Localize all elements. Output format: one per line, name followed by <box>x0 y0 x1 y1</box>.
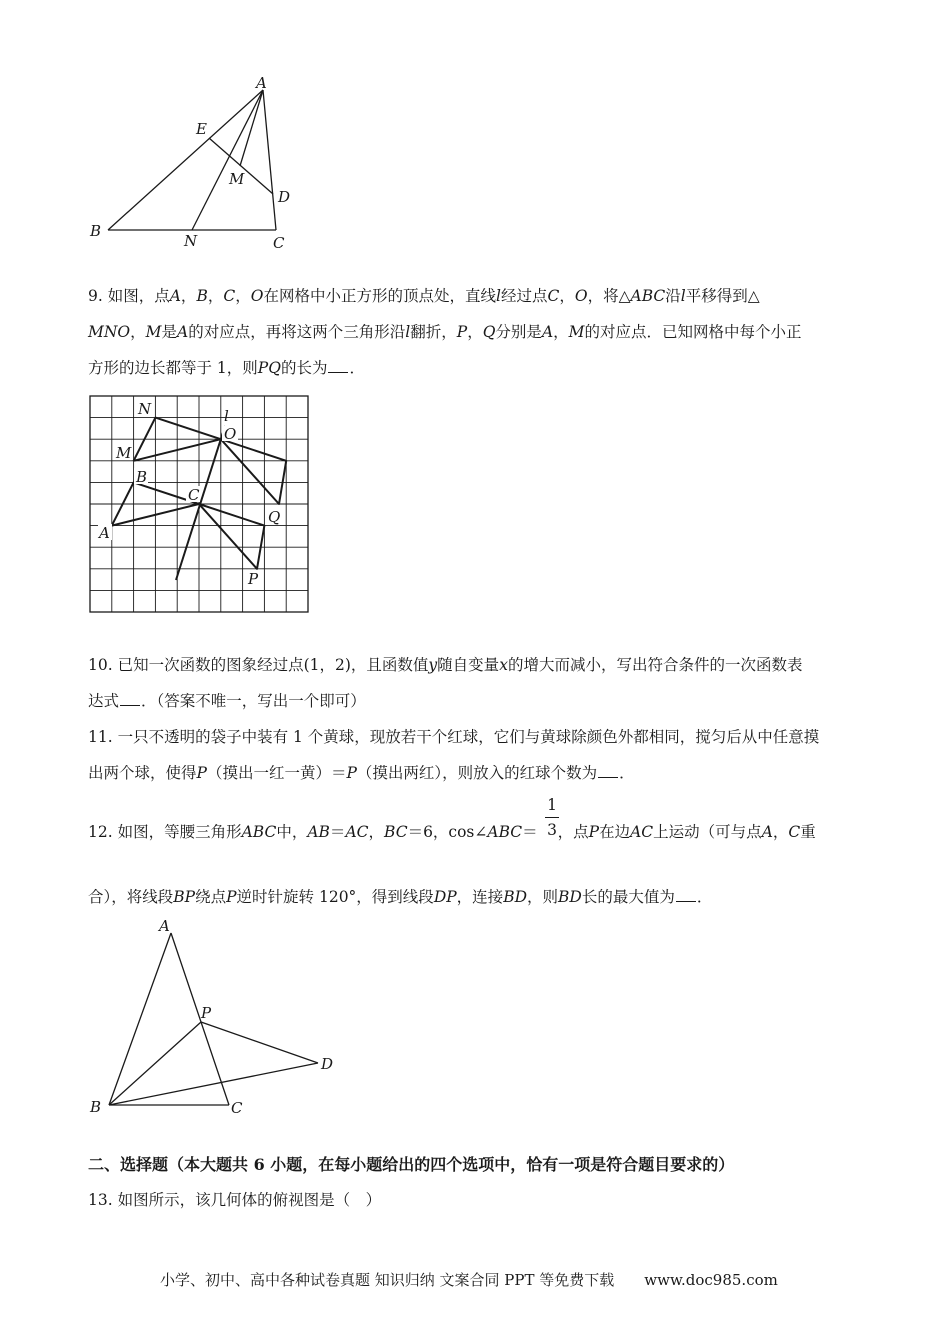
figure-triangle-abc-emd <box>80 70 310 255</box>
q9-line-1: 9. 如图，点A，B，C，O在网格中小正方形的顶点处，直线l经过点C，O，将△ABC沿l平移得到△ <box>88 287 760 305</box>
fraction-one-third <box>545 795 559 840</box>
q12-line-2: 合），将线段BP绕点P逆时针旋转 120°，得到线段DP，连接BD，则BD长的最大值为 ． <box>88 888 713 906</box>
triangle-pqo <box>221 439 286 504</box>
triangle-pqc <box>199 504 264 569</box>
q9-line-2: MNO，M是A的对应点，再将这两个三角形沿l翻折，P，Q分别是A，M的对应点．已知网格中每个小正 <box>88 323 802 341</box>
fig1-side-ac <box>263 90 276 230</box>
fig1-label-n: N <box>184 232 198 250</box>
fig1-label-b: B <box>90 222 102 240</box>
fig1-label-m: M <box>229 170 245 188</box>
figure-isosceles-triangle <box>85 915 345 1120</box>
q10-line-1: 10. 已知一次函数的图象经过点(1，2)，且函数值y随自变量x的增大而减小，写出符合条件的一次函数表 <box>88 656 803 674</box>
fig2-label-c: C <box>188 486 200 504</box>
page-footer: 小学、初中、高中各种试卷真题 知识归纳 文案合同 PPT 等免费下载 www.doc985.com <box>160 1271 778 1289</box>
q12-line-1: 12. 如图，等腰三角形ABC中，AB＝AC，BC＝6，cos∠ABC＝ ，点P在边AC上运动（可与点A，C重 <box>88 823 816 841</box>
fig3-segment-pd <box>201 1022 318 1063</box>
fig3-label-c: C <box>231 1099 243 1117</box>
fig3-label-d: D <box>321 1055 334 1073</box>
fig1-label-e: E <box>196 120 207 138</box>
fig1-label-d: D <box>278 188 291 206</box>
fig1-side-ab <box>108 90 263 230</box>
q13-line: 13. 如图所示，该几何体的俯视图是（ ） <box>88 1191 382 1209</box>
fig2-label-n: N <box>138 400 152 418</box>
fig2-label-a: A <box>99 524 110 542</box>
fig2-label-l: l <box>224 407 229 425</box>
fig1-label-c: C <box>273 234 285 252</box>
q10-line-2: 达式 ．（答案不唯一，写出一个即可） <box>88 692 366 710</box>
answer-blank <box>676 887 696 902</box>
figure-grid <box>90 396 310 614</box>
fraction-denominator: 3 <box>547 821 557 839</box>
fig1-label-a: A <box>256 74 267 92</box>
fig3-label-a: A <box>159 917 170 935</box>
fig3-label-p: P <box>201 1004 212 1022</box>
fig2-label-b: B <box>136 468 148 486</box>
fig2-label-p: P <box>248 570 259 588</box>
answer-blank <box>328 358 348 373</box>
answer-blank <box>598 763 618 778</box>
fig3-segment-bp <box>109 1022 201 1105</box>
fig3-side-ab <box>109 933 171 1105</box>
fig3-side-ac <box>171 933 229 1105</box>
fig3-label-b: B <box>90 1098 102 1116</box>
section-heading: 二、选择题（本大题共 6 小题，在每小题给出的四个选项中，恰有一项是符合题目要求的） <box>88 1155 735 1174</box>
q11-line-1: 11. 一只不透明的袋子中装有 1 个黄球，现放若干个红球，它们与黄球除颜色外都相同，搅匀后从中任意摸 <box>88 728 820 746</box>
fig3-segment-bd <box>109 1063 318 1105</box>
q11-line-2: 出两个球，使得P（摸出一红一黄）＝P（摸出两红），则放入的红球个数为 ． <box>88 764 635 782</box>
q9-line-3: 方形的边长都等于 1，则PQ的长为 ． <box>88 359 365 377</box>
fig2-label-q: Q <box>268 508 281 526</box>
fig2-label-o: O <box>224 425 237 443</box>
fig1-segment-an <box>192 90 263 230</box>
fraction-numerator: 1 <box>547 796 557 814</box>
fig2-label-m: M <box>116 444 132 462</box>
answer-blank <box>120 691 140 706</box>
